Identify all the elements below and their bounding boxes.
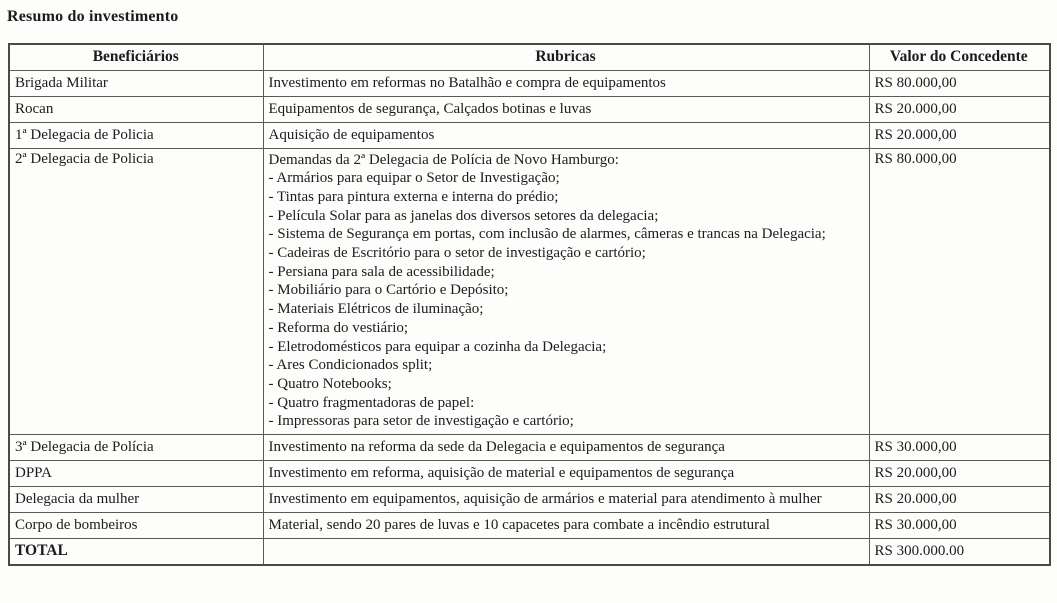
value-cell: RS 30.000,00 [869,513,1050,539]
rubric-cell: Equipamentos de segurança, Calçados botinas e luvas [263,96,869,122]
rubric-line: - Eletrodomésticos para equipar a cozinha da Delegacia; [268,338,607,355]
rubric-line: - Armários para equipar o Setor de Investigação; [268,170,560,187]
value-cell: RS 20.000,00 [869,487,1050,513]
total-label-cell: TOTAL [9,539,263,565]
rubric-cell: Aquisição de equipamentos [263,122,869,148]
table-row [9,70,1050,96]
header-row [9,44,1050,70]
rubric-line: - Sistema de Segurança em portas, com inclusão de alarmes, câmeras e trancas na Delegacia; [268,226,826,243]
value-cell: RS 20.000,00 [869,122,1050,148]
rubric-cell: Material, sendo 20 pares de luvas e 10 capacetes para combate a incêndio estrutural [263,513,869,539]
value-cell: RS 30.000,00 [869,435,1050,461]
rubric-cell: Investimento na reforma da sede da Delegacia e equipamentos de segurança [263,435,869,461]
rubric-line: - Ares Condicionados split; [268,357,433,374]
total-row [9,539,1050,565]
value-cell: RS 80.000,00 [869,70,1050,96]
beneficiary-cell: 2ª Delegacia de Policia [9,148,263,435]
rubric-line: - Quatro fragmentadoras de papel: [268,394,475,411]
table-row [9,435,1050,461]
beneficiary-cell: Delegacia da mulher [9,487,263,513]
rubric-cell [263,148,869,435]
beneficiary-cell: Brigada Militar [9,70,263,96]
table-row [9,96,1050,122]
total-value-cell: RS 300.000.00 [869,539,1050,565]
table-row [9,461,1050,487]
rubric-item-list [269,151,863,432]
col-header-valor-concedente: Valor do Concedente [869,44,1050,70]
rubric-line: - Impressoras para setor de investigação e cartório; [268,413,574,430]
value-cell: RS 20.000,00 [869,461,1050,487]
rubric-line: - Reforma do vestiário; [268,319,409,336]
table-row [9,122,1050,148]
table-row [9,148,1050,435]
rubric-cell: Investimento em reforma, aquisição de material e equipamentos de segurança [263,461,869,487]
beneficiary-cell: 1ª Delegacia de Policia [9,122,263,148]
table-row [9,513,1050,539]
rubric-line: - Materiais Elétricos de iluminação; [268,301,484,318]
rubric-line: Demandas da 2ª Delegacia de Polícia de Novo Hamburgo: [268,151,619,168]
value-cell: RS 80.000,00 [869,148,1050,435]
col-header-rubricas: Rubricas [263,44,869,70]
total-rubric-cell [263,539,869,565]
col-header-beneficiarios: Beneficiários [9,44,263,70]
beneficiary-cell: DPPA [9,461,263,487]
rubric-line: - Persiana para sala de acessibilidade; [268,263,495,280]
value-cell: RS 20.000,00 [869,96,1050,122]
rubric-cell: Investimento em equipamentos, aquisição de armários e material para atendimento à mulher [263,487,869,513]
rubric-line: - Película Solar para as janelas dos diversos setores da delegacia; [268,207,659,224]
beneficiary-cell: 3ª Delegacia de Polícia [9,435,263,461]
beneficiary-cell: Rocan [9,96,263,122]
rubric-line: - Quatro Notebooks; [268,375,392,392]
rubric-line: - Mobiliário para o Cartório e Depósito; [268,282,509,299]
page-title: Resumo do investimento [7,8,179,25]
table-row [9,487,1050,513]
beneficiary-cell: Corpo de bombeiros [9,513,263,539]
rubric-line: - Tintas para pintura externa e interna do prédio; [268,188,559,205]
rubric-line: - Cadeiras de Escritório para o setor de investigação e cartório; [268,245,646,262]
rubric-cell: Investimento em reformas no Batalhão e compra de equipamentos [263,70,869,96]
investment-summary-table [8,43,1051,566]
